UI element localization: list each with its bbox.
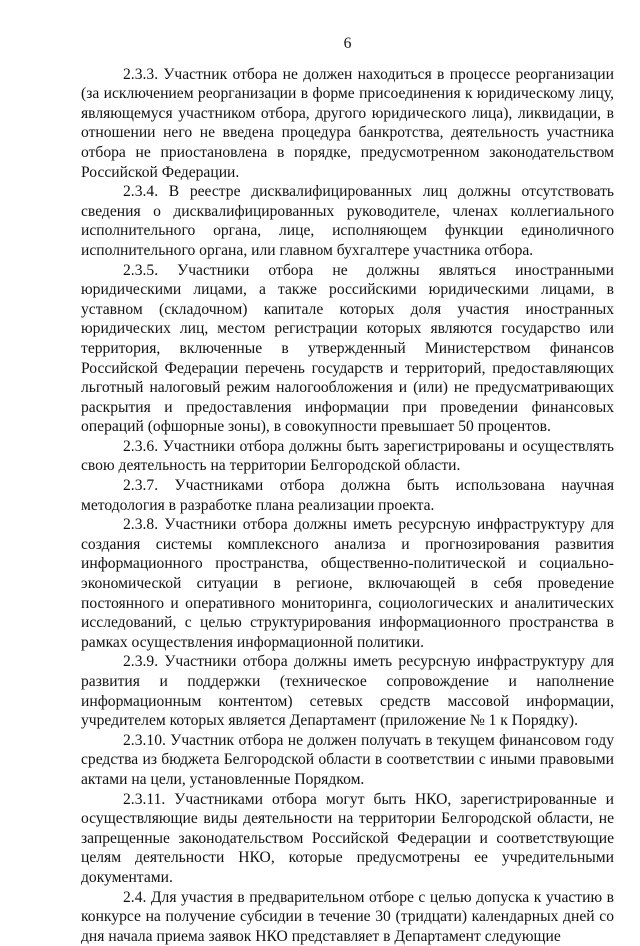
- paragraph-2-3-8: 2.3.8. Участники отбора должны иметь ресурсную инфраструктуру для создания системы комплексного анализа и прогнозирования развития информационного пространства, общественно-политической и социально-экономической ситуации в регионе, включающей в себя проведение постоянного и оперативного мониторинга, социологических и аналитических исследований, с целью структурирования информационного пространства в рамках осуществления информационной политики.: [81, 516, 614, 651]
- paragraph-2-3-5: 2.3.5. Участники отбора не должны являться иностранными юридическими лицами, а также российскими юридическими лицами, в уставном (складочном) капитале которых доля участия иностранных юридических лиц, местом регистрации которых являются государство или территория, включенные в утвержденный Министерством финансов Российской Федерации перечень государств и территорий, предоставляющих льготный налоговый режим налогообложения и (или) не предусматривающих раскрытия и предоставления информации при проведении финансовых операций (офшорные зоны), в совокупности превышает 50 процентов.: [81, 261, 614, 436]
- paragraph-2-3-4: 2.3.4. В реестре дисквалифицированных лиц должны отсутствовать сведения о дисквалифицированных руководителе, членах коллегиального исполнительного органа, лице, исполняющем функции единоличного исполнительного органа, или главном бухгалтере участника отбора.: [81, 183, 614, 259]
- paragraph-2-3-6: 2.3.6. Участники отбора должны быть зарегистрированы и осуществлять свою деятельность на территории Белгородской области.: [81, 437, 614, 475]
- paragraph-2-4: 2.4. Для участия в предварительном отборе с целью допуска к участию в конкурсе на получение субсидии в течение 30 (тридцати) календарных дней со дня начала приема заявок НКО представляет в Департамент следующие: [81, 888, 614, 945]
- paragraph-2-3-3: 2.3.3. Участник отбора не должен находиться в процессе реорганизации (за исключением реорганизации в форме присоединения к юридическому лицу, являющемуся участником отбора, другого юридического лица), ликвидации, в отношении него не введена процедура банкротства, деятельность участника отбора не приостановлена в порядке, предусмотренном законодательством Российской Федерации.: [81, 65, 614, 181]
- paragraph-2-3-9: 2.3.9. Участники отбора должны иметь ресурсную инфраструктуру для развития и поддержки (техническое сопровождение и наполнение информационным контентом) сетевых средств массовой информации, учредителем которых является Департамент (приложение № 1 к Порядку).: [81, 653, 614, 730]
- paragraph-2-3-10: 2.3.10. Участник отбора не должен получать в текущем финансовом году средства из бюджета Белгородской области в соответствии с иными правовыми актами на цели, установленные Порядком.: [81, 731, 614, 788]
- page-number: 6: [343, 35, 352, 52]
- paragraph-2-3-11: 2.3.11. Участниками отбора могут быть НКО, зарегистрированные и осуществляющие виды деятельности на территории Белгородской области, не запрещенные законодательством Российской Федерации и соответствующие целям деятельности НКО, которые предусмотрены ее учредительными документами.: [81, 790, 614, 886]
- paragraph-2-3-7: 2.3.7. Участниками отбора должна быть использована научная методология в разработке плана реализации проекта.: [81, 477, 614, 514]
